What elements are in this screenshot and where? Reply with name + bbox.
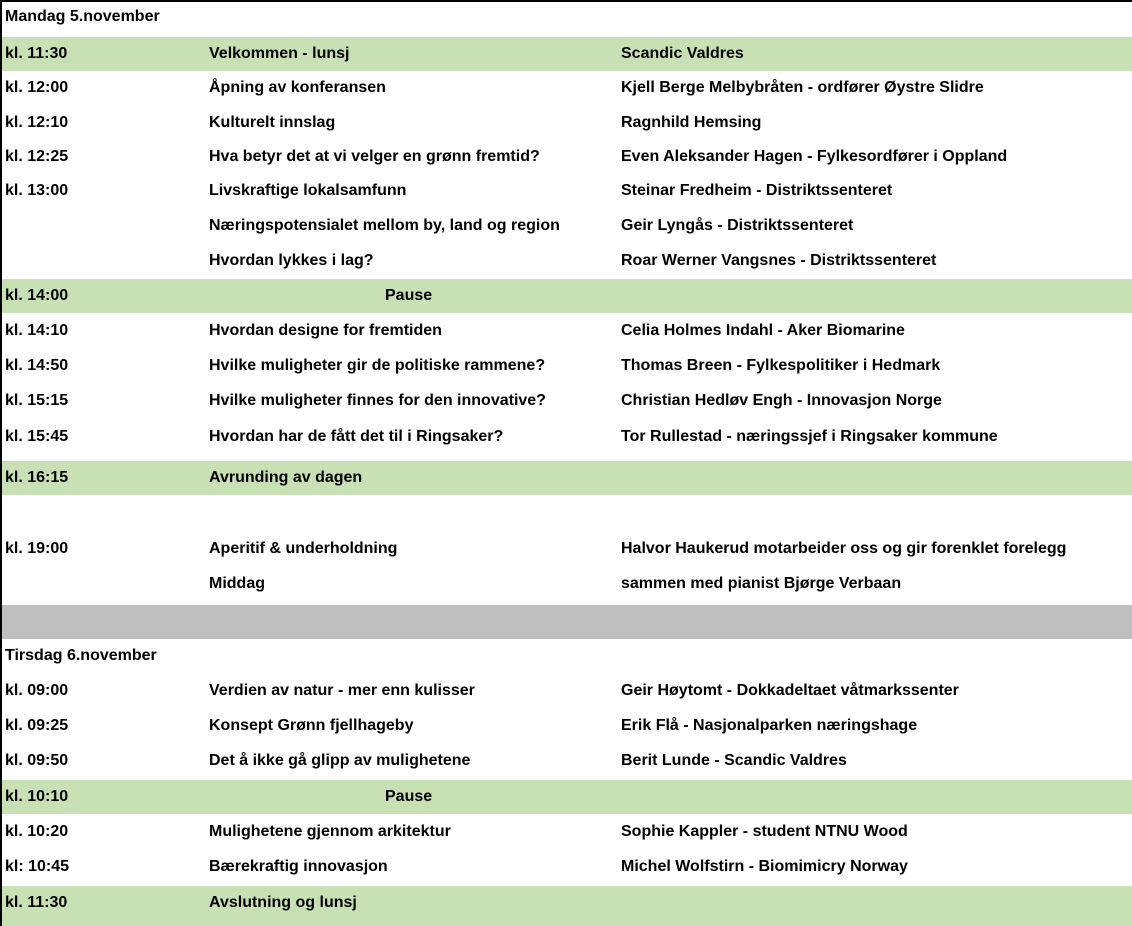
time-cell: kl. 13:00	[5, 182, 69, 199]
title-cell: Middag	[209, 575, 265, 592]
title-cell: Bærekraftig innovasjon	[209, 858, 388, 875]
time-cell: kl. 16:15	[5, 469, 69, 486]
speaker-cell: Christian Hedløv Engh - Innovasjon Norge	[621, 392, 942, 409]
speaker-cell: Celia Holmes Indahl - Aker Biomarine	[621, 322, 905, 339]
speaker-cell: Halvor Haukerud motarbeider oss og gir forenklet forelegg	[621, 540, 1067, 557]
schedule-row	[2, 744, 1132, 778]
title-cell: Aperitif & underholdning	[209, 540, 398, 557]
schedule-row	[2, 174, 1132, 208]
time-cell: kl. 12:00	[5, 79, 69, 96]
time-cell: kl: 10:45	[5, 858, 70, 875]
schedule-row	[2, 674, 1132, 708]
schedule-row	[2, 709, 1132, 743]
speaker-cell: Roar Werner Vangsnes - Distriktssenteret	[621, 252, 937, 269]
time-cell: kl. 14:50	[5, 357, 69, 374]
time-cell: kl. 09:25	[5, 717, 69, 734]
schedule-row	[2, 244, 1132, 278]
speaker-cell: Scandic Valdres	[621, 45, 744, 62]
time-cell: kl. 11:30	[5, 894, 68, 911]
title-cell: Velkommen - lunsj	[209, 45, 350, 62]
time-cell: kl. 15:45	[5, 428, 69, 445]
speaker-cell: Erik Flå - Nasjonalparken næringshage	[621, 717, 918, 734]
time-cell: kl. 12:25	[5, 148, 69, 165]
speaker-cell: Geir Lyngås - Distriktssenteret	[621, 217, 854, 234]
schedule-row	[2, 532, 1132, 566]
speaker-cell: Steinar Fredheim - Distriktssenteret	[621, 182, 893, 199]
title-cell: Hvordan designe for fremtiden	[209, 322, 442, 339]
schedule-row-pause	[2, 279, 1132, 313]
speaker-cell: Tor Rullestad - næringssjef i Ringsaker kommune	[621, 428, 998, 445]
time-cell: kl. 19:00	[5, 540, 69, 557]
schedule-row	[2, 886, 1132, 926]
schedule-row	[2, 314, 1132, 348]
speaker-cell: Kjell Berge Melbybråten - ordfører Øystre Slidre	[621, 79, 984, 96]
title-cell: Hvilke muligheter gir de politiske rammene?	[209, 357, 546, 374]
title-cell: Mulighetene gjennom arkitektur	[209, 823, 451, 840]
speaker-cell: Sophie Kappler - student NTNU Wood	[621, 823, 908, 840]
title-cell: Hvordan lykkes i lag?	[209, 252, 374, 269]
title-cell: Konsept Grønn fjellhageby	[209, 717, 414, 734]
speaker-cell: Thomas Breen - Fylkespolitiker i Hedmark	[621, 357, 941, 374]
title-cell: Hva betyr det at vi velger en grønn fremtid?	[209, 148, 540, 165]
time-cell: kl. 11:30	[5, 45, 68, 62]
schedule-row	[2, 349, 1132, 383]
time-cell: kl. 09:00	[5, 682, 69, 699]
day-separator	[2, 605, 1132, 639]
title-cell: Åpning av konferansen	[209, 79, 386, 96]
schedule-row	[2, 420, 1132, 454]
schedule-row	[2, 140, 1132, 174]
title-cell: Næringspotensialet mellom by, land og region	[209, 217, 560, 234]
speaker-cell: sammen med pianist Bjørge Verbaan	[621, 575, 902, 592]
schedule-row	[2, 567, 1132, 601]
speaker-cell: Berit Lunde - Scandic Valdres	[621, 752, 847, 769]
schedule-row	[2, 71, 1132, 105]
title-cell: Pause	[385, 788, 433, 805]
title-cell: Hvilke muligheter finnes for den innovative?	[209, 392, 546, 409]
day-header	[2, 2, 1132, 34]
time-cell: kl. 10:20	[5, 823, 69, 840]
schedule-row	[2, 209, 1132, 243]
time-cell: kl. 12:10	[5, 114, 69, 131]
schedule-row	[2, 384, 1132, 418]
time-cell: kl. 14:10	[5, 322, 69, 339]
schedule-row	[2, 850, 1132, 884]
speaker-cell: Geir Høytomt - Dokkadeltaet våtmarkssenter	[621, 682, 959, 699]
title-cell: Avrunding av dagen	[209, 469, 363, 486]
schedule-row	[2, 106, 1132, 140]
title-cell: Pause	[385, 287, 433, 304]
schedule-row	[2, 461, 1132, 495]
title-cell: Livskraftige lokalsamfunn	[209, 182, 407, 199]
speaker-cell: Even Aleksander Hagen - Fylkesordfører i Oppland	[621, 148, 1008, 165]
day-header	[2, 639, 1132, 673]
schedule-row	[2, 815, 1132, 849]
schedule-row-pause	[2, 780, 1132, 814]
schedule-row	[2, 37, 1132, 71]
title-cell: Det å ikke gå glipp av mulighetene	[209, 752, 471, 769]
time-cell: kl. 15:15	[5, 392, 69, 409]
title-cell: Hvordan har de fått det til i Ringsaker?	[209, 428, 504, 445]
title-cell: Verdien av natur - mer enn kulisser	[209, 682, 475, 699]
day-label: Mandag 5.november	[5, 8, 160, 25]
day-label: Tirsdag 6.november	[5, 647, 157, 664]
time-cell: kl. 09:50	[5, 752, 69, 769]
time-cell: kl. 10:10	[5, 788, 69, 805]
title-cell: Kulturelt innslag	[209, 114, 336, 131]
time-cell: kl. 14:00	[5, 287, 69, 304]
speaker-cell: Ragnhild Hemsing	[621, 114, 762, 131]
title-cell: Avslutning og lunsj	[209, 894, 357, 911]
speaker-cell: Michel Wolfstirn - Biomimicry Norway	[621, 858, 908, 875]
